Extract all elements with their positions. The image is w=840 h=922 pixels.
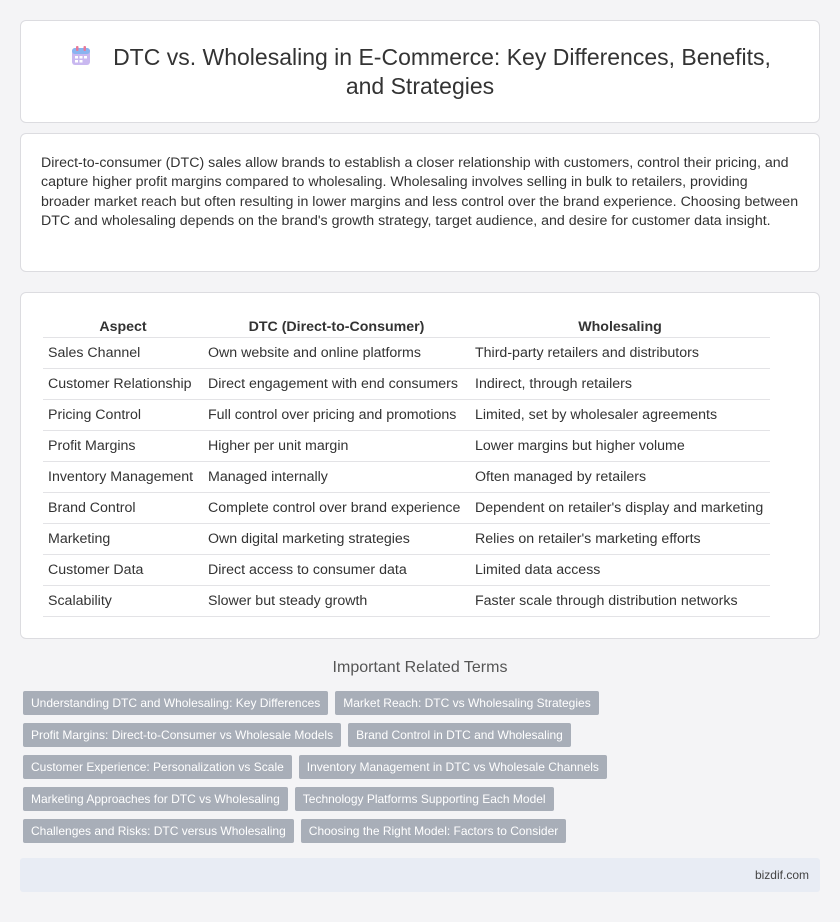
cell-dtc: Own website and online platforms xyxy=(203,337,470,368)
cell-dtc: Managed internally xyxy=(203,461,470,492)
intro-card xyxy=(20,133,820,272)
related-term-tag[interactable]: Customer Experience: Personalization vs Scale xyxy=(23,755,292,779)
cell-aspect: Brand Control xyxy=(43,492,203,523)
cell-aspect: Profit Margins xyxy=(43,430,203,461)
header-wholesaling: Wholesaling xyxy=(470,315,770,337)
related-term-tag[interactable]: Brand Control in DTC and Wholesaling xyxy=(348,723,571,747)
cell-aspect: Inventory Management xyxy=(43,461,203,492)
table-row xyxy=(43,523,770,554)
cell-wholesaling: Often managed by retailers xyxy=(470,461,770,492)
cell-aspect: Customer Data xyxy=(43,554,203,585)
tag-row xyxy=(23,787,813,811)
cell-wholesaling: Dependent on retailer's display and marketing xyxy=(470,492,770,523)
table-header-row xyxy=(43,315,770,337)
page-title-text: DTC vs. Wholesaling in E-Commerce: Key Differences, Benefits, and Strategies xyxy=(113,44,771,99)
cell-wholesaling: Relies on retailer's marketing efforts xyxy=(470,523,770,554)
related-term-tag[interactable]: Understanding DTC and Wholesaling: Key Differences xyxy=(23,691,328,715)
footer xyxy=(20,858,820,892)
table-row xyxy=(43,585,770,616)
cell-dtc: Direct engagement with end consumers xyxy=(203,368,470,399)
cell-wholesaling: Lower margins but higher volume xyxy=(470,430,770,461)
related-term-tag[interactable]: Marketing Approaches for DTC vs Wholesaling xyxy=(23,787,288,811)
cell-aspect: Marketing xyxy=(43,523,203,554)
cell-aspect: Scalability xyxy=(43,585,203,616)
table-row xyxy=(43,430,770,461)
comparison-table-card xyxy=(20,292,820,639)
tag-row xyxy=(23,755,813,779)
table-row xyxy=(43,399,770,430)
cell-dtc: Higher per unit margin xyxy=(203,430,470,461)
table-row xyxy=(43,461,770,492)
related-term-tag[interactable]: Choosing the Right Model: Factors to Consider xyxy=(301,819,566,843)
cell-dtc: Full control over pricing and promotions xyxy=(203,399,470,430)
related-term-tag[interactable]: Technology Platforms Supporting Each Model xyxy=(295,787,554,811)
footer-site[interactable]: bizdif.com xyxy=(754,868,809,882)
related-term-tag[interactable]: Profit Margins: Direct-to-Consumer vs Wholesale Models xyxy=(23,723,341,747)
related-terms-title: Important Related Terms xyxy=(332,659,508,676)
cell-dtc: Own digital marketing strategies xyxy=(203,523,470,554)
cell-wholesaling: Indirect, through retailers xyxy=(470,368,770,399)
cell-wholesaling: Faster scale through distribution networks xyxy=(470,585,770,616)
table-row xyxy=(43,368,770,399)
table-row xyxy=(43,337,770,368)
cell-wholesaling: Limited, set by wholesaler agreements xyxy=(470,399,770,430)
header-card xyxy=(20,20,820,123)
related-term-tag[interactable]: Challenges and Risks: DTC versus Wholesaling xyxy=(23,819,294,843)
cell-aspect: Sales Channel xyxy=(43,337,203,368)
cell-wholesaling: Limited data access xyxy=(470,554,770,585)
comparison-table xyxy=(43,315,770,617)
cell-wholesaling: Third-party retailers and distributors xyxy=(470,337,770,368)
intro-text: Direct-to-consumer (DTC) sales allow brands to establish a closer relationship with customers, control their pricing, and capture higher profit margins compared to wholesaling. Wholesaling involves selling in bulk to retailers, providing broader market reach but often resulting in lower margins and less control over the brand experience. Choosing between DTC and wholesaling depends on the brand's growth strategy, target audience, and desire for customer data insight. xyxy=(41,155,799,230)
cell-aspect: Pricing Control xyxy=(43,399,203,430)
tag-row xyxy=(23,723,813,747)
table-row xyxy=(43,554,770,585)
related-term-tag[interactable]: Inventory Management in DTC vs Wholesale Channels xyxy=(299,755,607,779)
header-dtc: DTC (Direct-to-Consumer) xyxy=(203,315,470,337)
table-row xyxy=(43,492,770,523)
tag-row xyxy=(23,691,813,715)
header-aspect: Aspect xyxy=(43,315,203,337)
calendar-icon xyxy=(69,44,93,68)
related-term-tag[interactable]: Market Reach: DTC vs Wholesaling Strategies xyxy=(335,691,598,715)
cell-dtc: Complete control over brand experience xyxy=(203,492,470,523)
related-terms-list xyxy=(23,691,813,851)
cell-dtc: Direct access to consumer data xyxy=(203,554,470,585)
tag-row xyxy=(23,819,813,843)
cell-aspect: Customer Relationship xyxy=(43,368,203,399)
page-title xyxy=(61,43,779,101)
cell-dtc: Slower but steady growth xyxy=(203,585,470,616)
